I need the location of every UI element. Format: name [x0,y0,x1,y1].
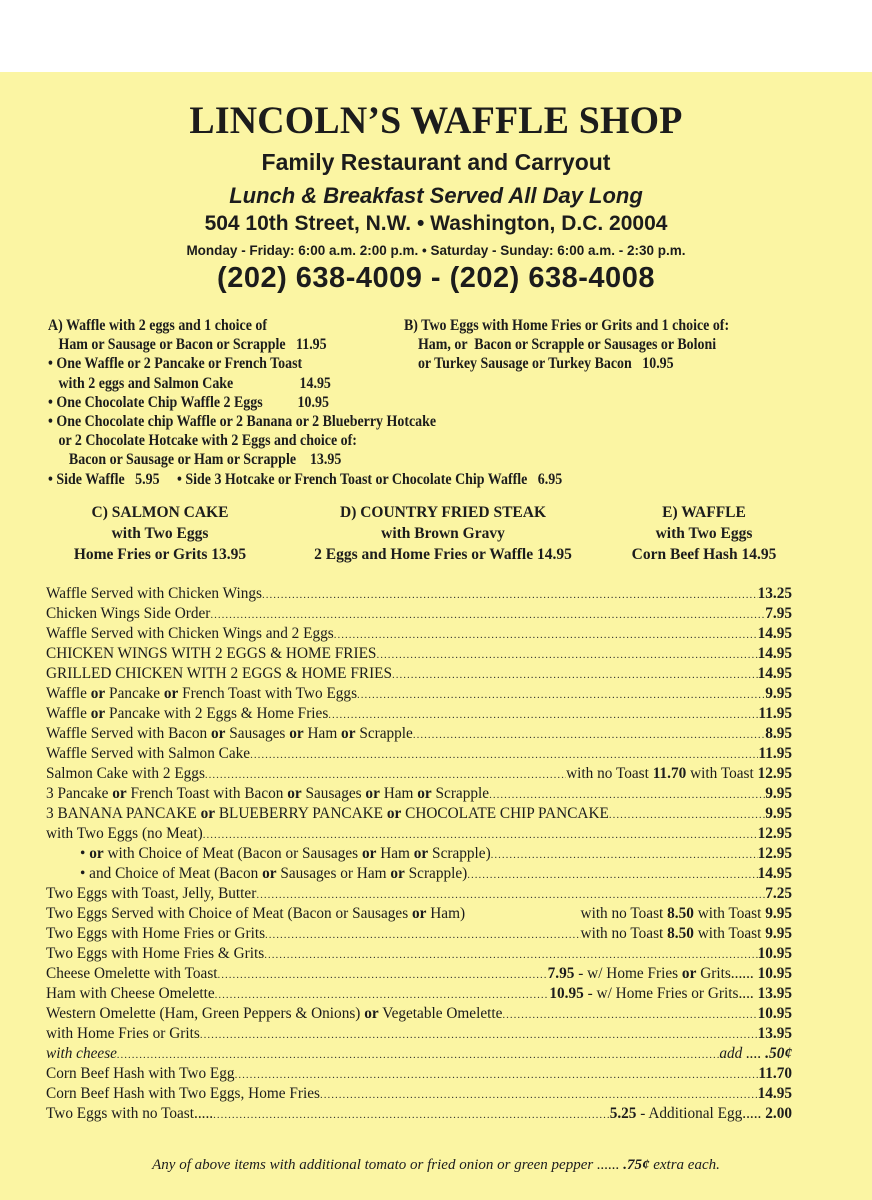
item-label [46,905,465,923]
menu-row [46,865,792,885]
combo-line: • One Chocolate Chip Waffle 2 Eggs 10.95 [48,393,329,411]
special-waffle [604,502,804,565]
note-text-end: extra each. [649,1157,720,1173]
special-price-line: Corn Beef Hash 14.95 [631,546,777,563]
price-part: 9.95 [765,785,792,802]
label-part: Pancake with 2 Eggs & Home Fries [105,705,329,722]
dot-leader [392,669,758,681]
item-label [46,865,467,883]
label-part: with Two Eggs (no Meat) [46,825,203,842]
menu-row [46,1085,792,1105]
item-label [46,685,357,703]
price-part: 10.95 [757,945,792,962]
item-price [758,945,792,963]
item-price [758,1065,792,1083]
label-part: Ham) [426,905,466,922]
label-part: Waffle Served with Chicken Wings [46,585,262,602]
label-part: Waffle Served with Salmon Cake [46,745,251,762]
label-part: Ham with Cheese Omelette [46,985,215,1002]
menu-row [46,725,792,745]
label-part: or [200,805,216,822]
menu-row [46,585,792,605]
dot-leader [413,729,765,741]
combo-line: Bacon or Sausage or Ham or Scrapple 13.95 [48,451,342,469]
label-part: Chicken Wings Side Order [46,605,211,622]
combo-line: Ham, or Bacon or Scrapple or Sausages or Boloni [404,336,717,354]
label-part: Scrapple) [404,865,468,882]
phone-numbers: (202) 638-4009 - (202) 638-4008 [217,262,655,294]
item-label [46,1045,117,1063]
item-price [758,745,792,763]
item-price [719,1045,792,1063]
label-part: Waffle [46,685,91,702]
item-price [758,625,792,643]
price-part: Grits...... [696,965,758,982]
dot-leader [376,649,757,661]
item-price [758,825,792,843]
menu-row [46,1065,792,1085]
price-part: 13.95 [757,1025,792,1042]
price-part: - w/ Home Fries [574,965,682,982]
dot-leader [200,1029,758,1041]
price-part: .50¢ [765,1045,792,1062]
price-part: 9.95 [765,805,792,822]
menu-row [46,765,792,785]
special-salmon-cake [30,502,290,565]
combo-right-block [404,316,729,374]
label-part: • [80,845,90,862]
item-label [46,605,210,623]
item-label [46,945,264,963]
combo-line: B) Two Eggs with Home Fries or Grits and 1 choice of: [404,317,730,334]
label-part: or [90,705,106,722]
item-price [758,845,792,863]
item-label [46,885,256,903]
price-part: 8.50 [667,925,694,942]
tagline: Lunch & Breakfast Served All Day Long [229,183,643,208]
dot-leader [250,749,758,761]
menu-row [46,965,792,985]
item-price [758,585,792,603]
item-label [46,745,250,763]
price-part: 5.25 [609,1105,637,1122]
label-part: Waffle Served with Bacon [46,725,212,742]
menu-row [46,1045,792,1065]
price-part: 11.95 [758,745,792,762]
label-part: CHICKEN WINGS WITH 2 EGGS & HOME FRIES [46,645,377,662]
label-part: or [163,685,179,702]
label-part: or [361,845,377,862]
combo-line: A) Waffle with 2 eggs and 1 choice of [48,317,268,334]
hours: Monday - Friday: 6:00 a.m. 2:00 p.m. • Saturday - Sunday: 6:00 a.m. - 2:30 p.m. [186,243,686,258]
label-part: or [287,785,302,802]
special-name: E) WAFFLE [662,504,746,521]
dot-leader [328,709,758,721]
menu-row [46,665,792,685]
dot-leader [502,1009,757,1021]
label-part: Vegetable Omelette [378,1005,503,1022]
menu-row [46,1005,792,1025]
label-part: Two Eggs with Home Fries & Grits [46,945,265,962]
item-price [758,1005,792,1023]
label-part: or [89,845,104,862]
label-part: Sausages or Ham [276,865,391,882]
menu-row [46,785,792,805]
label-part: or [364,1005,379,1022]
special-price-line: 2 Eggs and Home Fries or Waffle 14.95 [314,546,572,563]
footer-note [0,1157,872,1174]
label-part: Ham [376,845,414,862]
menu-row [46,825,792,845]
item-price [566,765,792,783]
price-part: 12.95 [757,765,792,782]
price-part: 12.95 [757,825,792,842]
special-detail: with Two Eggs [655,525,753,542]
special-country-fried-steak [283,502,603,565]
menu-row [46,1025,792,1045]
label-part: BLUEBERRY PANCAKE [215,805,387,822]
menu-row [46,625,792,645]
label-part: Pancake [105,685,164,702]
label-part: Western Omelette (Ham, Green Peppers & Onions) [46,1005,365,1022]
special-detail: with Two Eggs [111,525,209,542]
label-part: or [365,785,380,802]
menu-row [46,845,792,865]
dot-leader [213,1109,610,1121]
price-part: 14.95 [757,645,792,662]
label-part: or [262,865,277,882]
menu-row [46,745,792,765]
menu-row [46,925,792,945]
dot-leader [357,689,765,701]
item-price [765,685,792,703]
address: 504 10th Street, N.W. • Washington, D.C. 20004 [204,212,668,235]
label-part: with Home Fries or Grits [46,1025,200,1042]
label-part: 3 Pancake [46,785,113,802]
dot-leader [218,969,548,981]
dot-leader [334,629,758,641]
item-price [758,1085,792,1103]
item-price [765,725,792,743]
label-part: Corn Beef Hash with Two Eggs, Home Fries [46,1085,320,1102]
item-label [46,985,215,1003]
label-part: Scrapple [431,785,490,802]
label-part: or [90,685,106,702]
menu-row [46,1105,792,1125]
label-part: Waffle Served with Chicken Wings and 2 Eggs [46,625,334,642]
label-part: Two Eggs with no Toast..... [46,1105,214,1122]
dot-leader [256,889,765,901]
label-part: Two Eggs Served with Choice of Meat (Bacon or Sausages [46,905,412,922]
item-label [46,805,609,823]
combo-line: Ham or Sausage or Bacon or Scrapple 11.95 [48,336,327,354]
menu-row [46,645,792,665]
item-label [46,965,218,983]
item-price [765,605,792,623]
item-price [758,705,792,723]
price-part: 14.95 [757,1085,792,1102]
dot-leader [235,1069,759,1081]
item-label [46,665,392,683]
item-label [46,1105,213,1123]
price-part: 9.95 [765,905,792,922]
label-part: or [289,725,304,742]
item-price [758,1025,792,1043]
price-part: with Toast [693,925,766,942]
menu-row [46,705,792,725]
item-label [46,825,203,843]
combo-line: or Turkey Sausage or Turkey Bacon 10.95 [404,355,674,373]
dot-leader [210,609,765,621]
price-part: 9.95 [765,685,792,702]
price-part: 9.95 [765,925,792,942]
label-part: GRILLED CHICKEN WITH 2 EGGS & HOME FRIES [46,665,393,682]
item-price [581,905,792,923]
label-part: Two Eggs with Home Fries or Grits [46,925,266,942]
item-label [46,625,334,643]
price-part: 13.95 [757,985,792,1002]
label-part: Ham [303,725,342,742]
item-label [46,1005,502,1023]
price-part: with Toast [686,765,758,782]
price-part: 7.25 [765,885,792,902]
price-part: - Additional Egg..... [636,1105,766,1122]
item-label [46,645,376,663]
item-label [46,1025,200,1043]
note-text: Any of above items with additional tomato or fried onion or green pepper ...... [152,1157,624,1173]
label-part: or [413,845,429,862]
price-part: 10.95 [757,965,792,982]
combo-line: or 2 Chocolate Hotcake with 2 Eggs and choice of: [48,432,357,450]
label-part: Sausages [301,785,366,802]
dot-leader [117,1049,719,1061]
price-part: 10.95 [549,985,584,1002]
combo-line: with 2 eggs and Salmon Cake 14.95 [48,374,331,392]
label-part: or [341,725,356,742]
item-price [758,645,792,663]
item-label [46,725,413,743]
menu-row [46,885,792,905]
label-part: • and Choice of Meat (Bacon [80,865,263,882]
item-price [581,925,792,943]
dot-leader [320,1089,758,1101]
dot-leader [265,929,580,941]
dot-leader [205,769,566,781]
price-part: 8.95 [765,725,792,742]
label-part: Scrapple [355,725,413,742]
dot-leader [262,589,758,601]
label-part: Ham [379,785,418,802]
label-part: Cheese Omelette with Toast [46,965,218,982]
item-price [765,885,792,903]
menu-row [46,685,792,705]
dot-leader [203,829,758,841]
label-part: CHOCOLATE CHIP PANCAKE [401,805,609,822]
label-part: Waffle [46,705,91,722]
dot-leader [215,989,550,1001]
menu-price-list [46,585,792,1125]
label-part: French Toast with Two Eggs [178,685,358,702]
note-price: .75¢ [623,1157,650,1173]
menu-row [46,945,792,965]
price-part: 7.95 [547,965,575,982]
item-label [46,925,265,943]
price-part: 14.95 [757,625,792,642]
price-part: 11.70 [758,1065,792,1082]
menu-row [46,605,792,625]
special-name: D) COUNTRY FRIED STEAK [340,504,546,521]
price-part: with Toast [693,905,766,922]
item-label [46,845,491,863]
price-part: with no Toast [566,765,653,782]
item-price [548,965,792,983]
dot-leader [264,949,757,961]
item-label [46,785,489,803]
item-label [46,765,205,783]
price-part: - w/ Home Fries or Grits.... [583,985,758,1002]
label-part: 3 BANANA PANCAKE [46,805,201,822]
combo-line: • One Waffle or 2 Pancake or French Toast [48,355,303,373]
dot-leader [489,789,765,801]
price-part: 13.25 [757,585,792,602]
dot-leader [491,849,758,861]
label-part: or [386,805,402,822]
label-part: Salmon Cake with 2 Eggs [46,765,205,782]
label-part: with cheese [46,1045,117,1062]
label-part: Scrapple) [428,845,491,862]
price-part: add .... [719,1045,766,1062]
price-part: 14.95 [757,665,792,682]
combo-line: • One Chocolate chip Waffle or 2 Banana or 2 Blueberry Hotcake [48,413,437,431]
label-part: or [390,865,405,882]
price-part: 14.95 [757,865,792,882]
label-part: French Toast with Bacon [126,785,288,802]
price-part: 7.95 [765,605,792,622]
menu-row [46,805,792,825]
item-label [46,1065,235,1083]
item-price [765,785,792,803]
item-price [549,985,792,1003]
special-name: C) SALMON CAKE [91,504,229,521]
price-part: 8.50 [667,905,694,922]
item-label [46,705,328,723]
item-price [610,1105,792,1123]
dot-leader [467,869,757,881]
label-part: Corn Beef Hash with Two Egg [46,1065,235,1082]
item-price [758,665,792,683]
label-part: or [411,905,427,922]
price-part: 11.70 [652,765,687,782]
label-part: Two Eggs with Toast, Jelly, Butter [46,885,257,902]
item-label [46,585,262,603]
label-part: with Choice of Meat (Bacon or Sausages [103,845,362,862]
price-part: 2.00 [765,1105,792,1122]
item-price [758,865,792,883]
price-part: 11.95 [758,705,792,722]
menu-row [46,905,792,925]
special-price-line: Home Fries or Grits 13.95 [73,546,247,563]
price-part: or [681,965,697,982]
label-part: or [417,785,432,802]
label-part: Sausages [225,725,290,742]
price-part: with no Toast [580,905,668,922]
combo-line: • Side Waffle 5.95 • Side 3 Hotcake or French Toast or Chocolate Chip Waffle 6.95 [48,470,563,488]
price-part: 12.95 [757,845,792,862]
price-part: 10.95 [757,1005,792,1022]
subtitle: Family Restaurant and Carryout [261,149,611,175]
label-part: or [112,785,127,802]
label-part: or [211,725,226,742]
special-detail: with Brown Gravy [381,525,505,542]
price-part: with no Toast [580,925,668,942]
restaurant-title: LINCOLN’S WAFFLE SHOP [189,99,683,142]
item-price [765,805,792,823]
dot-leader [609,809,765,821]
item-label [46,1085,320,1103]
menu-row [46,985,792,1005]
